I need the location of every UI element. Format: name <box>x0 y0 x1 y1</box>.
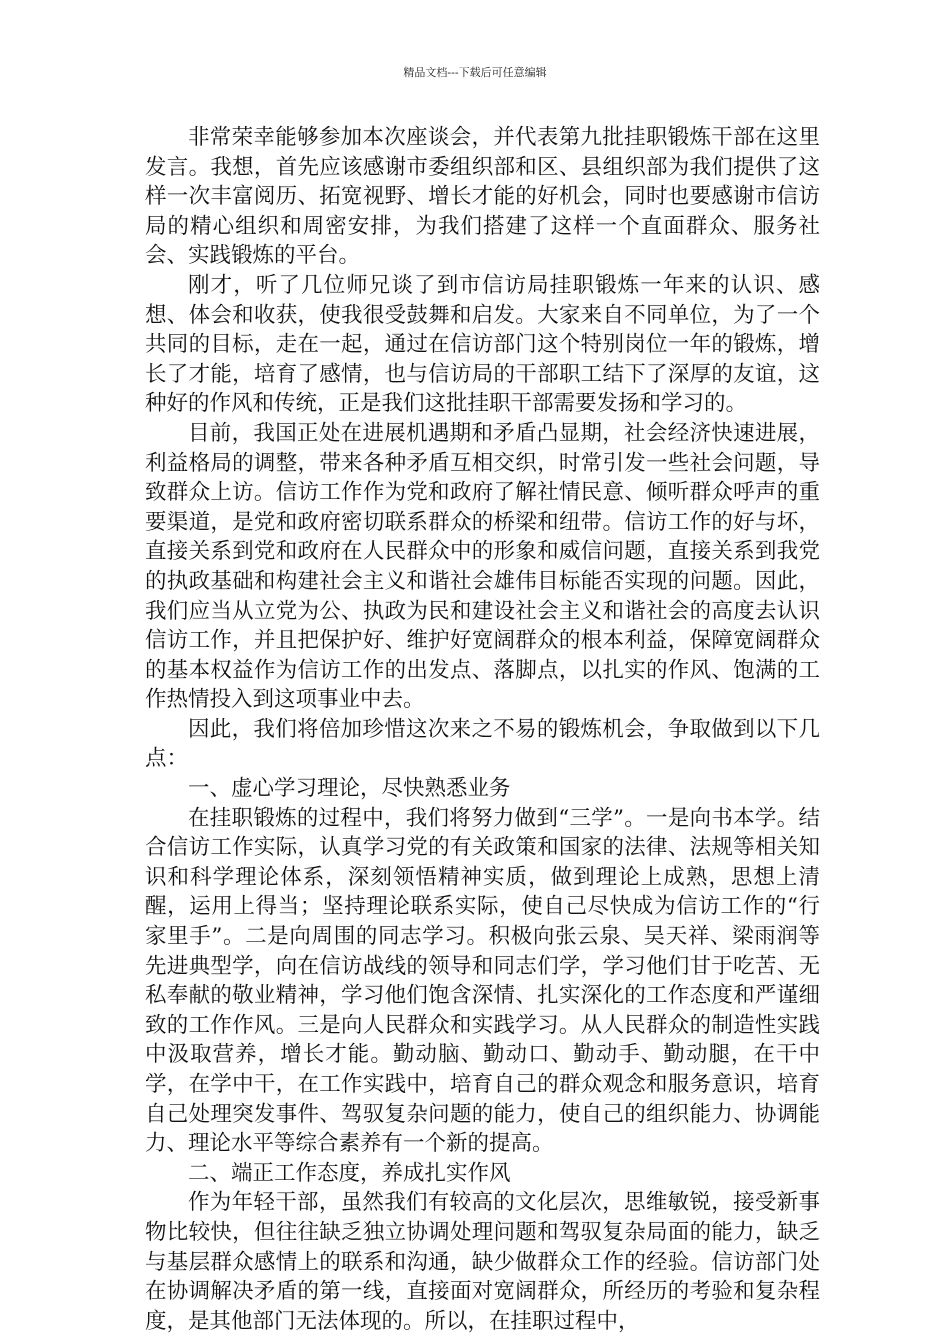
document-body <box>145 123 820 1336</box>
section-heading-1: 一、虚心学习理论，尽快熟悉业务 <box>188 776 511 802</box>
paragraph-study: 在挂职锻炼的过程中，我们将努力做到“三学”。一是向书本学。结合信访工作实际，认真学习党的有关政策和国家的法律、法规等相关知识和科学理论体系，深刻领悟精神实质，做到理论上成熟，思想上清醒，运用上得当；坚持理论联系实际，使自己尽快成为信访工作的“行家里手”。二是向周围的同志学习。积极向张云泉、吴天祥、梁雨润等先进典型学，向在信访战线的领导和同志们学，学习他们甘于吃苦、无私奉献的敬业精神，学习他们饱含深情、扎实深化的工作态度和严谨细致的工作作风。三是向人民群众和实践学习。从人民群众的制造性实践中汲取营养，增长才能。勤动脑、勤动口、勤动手、勤动腿，在干中学，在学中干，在工作实践中，培育自己的群众观念和服务意识，培育自己处理突发事件、驾驭复杂问题的能力，使自己的组织能力、协调能力、理论水平等综合素养有一个新的提高。 <box>145 805 820 1157</box>
paragraph-context: 目前，我国正处在进展机遇期和矛盾凸显期，社会经济快速进展，利益格局的调整，带来各种矛盾互相交织，时常引发一些社会问题，导致群众上访。信访工作作为党和政府了解社情民意、倾听群众呼声的重要渠道，是党和政府密切联系群众的桥梁和纽带。信访工作的好与坏，直接关系到党和政府在人民群众中的形象和威信问题，直接关系到我党的执政基础和构建社会主义和谐社会雄伟目标能否实现的问题。因此，我们应当从立党为公、执政为民和建设社会主义和谐社会的高度去认识信访工作，并且把保护好、维护好宽阔群众的根本利益，保障宽阔群众的基本权益作为信访工作的出发点、落脚点，以扎实的作风、饱满的工作热情投入到这项事业中去。 <box>145 420 820 713</box>
paragraph-attitude: 作为年轻干部，虽然我们有较高的文化层次，思维敏锐，接受新事物比较快，但往往缺乏独立协调处理问题和驾驭复杂局面的能力，缺乏与基层群众感情上的联系和沟通，缺少做群众工作的经验。信访部门处在协调解决矛盾的第一线，直接面对宽阔群众，所经历的考验和复杂程度，是其他部门无法体现的。所以，在挂职过程中， <box>145 1190 820 1334</box>
paragraph-intro: 非常荣幸能够参加本次座谈会，并代表第九批挂职锻炼干部在这里发言。我想，首先应该感谢市委组织部和区、县组织部为我们提供了这样一次丰富阅历、拓宽视野、增长才能的好机会，同时也要感谢市信访局的精心组织和周密安排，为我们搭建了这样一个直面群众、服务社会、实践锻炼的平台。 <box>145 125 820 269</box>
paragraph-commitment: 因此，我们将倍加珍惜这次来之不易的锻炼机会，争取做到以下几点： <box>145 716 820 772</box>
section-heading-2: 二、端正工作态度，养成扎实作风 <box>188 1160 511 1186</box>
page-header: 精品文档---下载后可任意编辑 <box>403 66 547 79</box>
paragraph-impressions: 刚才，听了几位师兄谈了到市信访局挂职锻炼一年来的认识、感想、体会和收获，使我很受鼓舞和启发。大家来自不同单位，为了一个共同的目标，走在一起，通过在信访部门这个特别岗位一年的锻炼，增长了才能，培育了感情，也与信访局的干部职工结下了深厚的友谊，这种好的作风和传统，正是我们这批挂职干部需要发扬和学习的。 <box>145 272 820 417</box>
